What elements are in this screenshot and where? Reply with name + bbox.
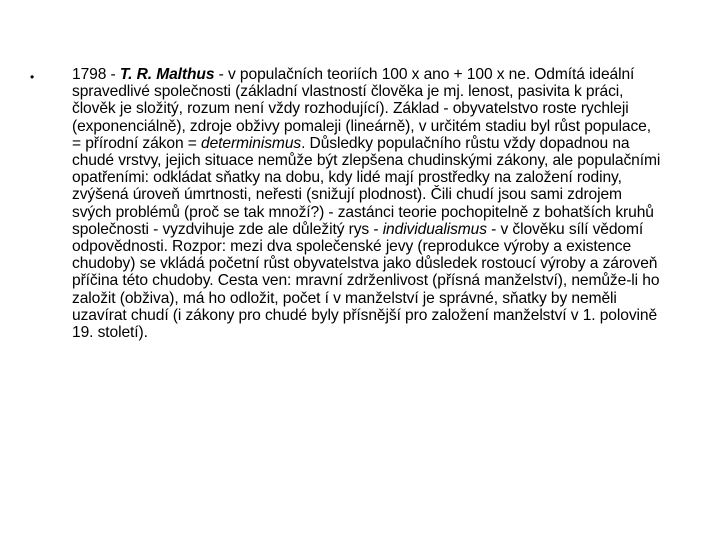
author-name: T. R. Malthus	[119, 66, 215, 83]
text-segment-conclusion: - v člověku sílí vědomí odpovědnosti. Rozpor: mezi dva společenské jevy (reprodukce výroby a existence chudoby) se vkládá početní růst obyvatelstva jako důsledek rostoucí výroby a zároveň příčina této chudoby. Cesta ven: mravní zdrženlivost (přísná manželství), nemůže-li ho založit (obživa), má ho odložit, počet í v manželství je správné, sňatky by neměli uzavírat chudí (i zákony pro chudé byly přísnější pro založení manželství v 1. polovině 19. století).	[72, 220, 660, 342]
bullet-point-icon: •	[30, 70, 35, 84]
body-paragraph	[72, 66, 664, 341]
term-determinismus: determinismus	[201, 134, 302, 152]
term-individualismus: individualismus	[382, 220, 487, 238]
text-segment-intro: 1798 -	[72, 66, 120, 83]
bullet-item	[30, 66, 690, 341]
text-segment-theory: - v populačních teoriích 100 x ano + 100 x ne. Odmítá ideální spravedlivé společnosti (základní vlastností člověka je mj. lenost, pasivita k práci, člověk je složitý, rozum není vždy rozhodující). Základ - obyvatelstvo roste rychleji (exponenciálně), zdroje obživy pomaleji (lineárně), v určitém stadiu byl růst populace, = přírodní zákon =	[72, 66, 651, 152]
text-segment-consequences: . Důsledky populačního růstu vždy dopadnou na chudé vrstvy, jejich situace nemůže být zlepšena chudinskými zákony, ale populačními opatřeními: odkládat sňatky na dobu, kdy lidé mají prostředky na založení rodiny, zvýšená úroveň úmrtnosti, neřesti (snižují plodnost). Čili chudí jsou sami zdrojem svých problémů (proč se tak množí?) - zastánci teorie pochopitelně z bohatších kruhů společnosti - vyzdvihuje zde ale důležitý rys -	[72, 134, 661, 238]
